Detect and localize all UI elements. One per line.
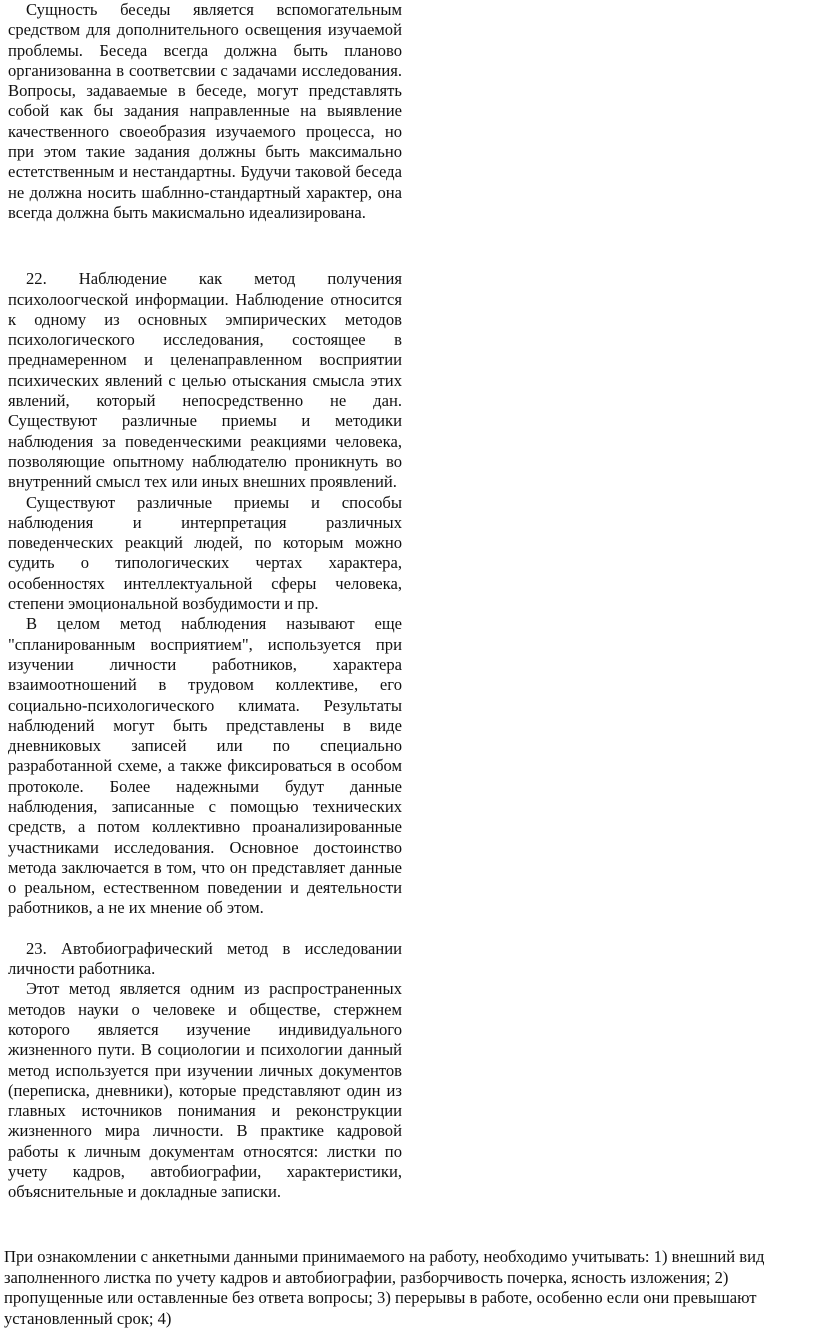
paragraph-observation-techniques: Существуют различные приемы и способы наблюдения и интерпретация различных поведенческих реакций людей, по которым можно судить о типологических чертах характера, особенностях интеллектуальной сферы человека, степени эмоциональной возбудимости и пр. — [8, 492, 402, 614]
paragraph-autobiographical-method: Этот метод является одним из распространенных методов науки о человеке и обществе, стержнем которого является изучение индивидуального жизненного пути. В социологии и психологии данный метод используется при изучении личных документов (переписка, дневники), которые представляют один из главных источников понимания и реконструкции жизненного мира личности. В практике кадровой работы к личным документам относятся: листки по учету кадров, автобиографии, характеристики, объяснительные и докладные записки. — [8, 979, 402, 1202]
paragraph-conversation: Сущность беседы является вспомогательным средством для дополнительного освещения изучаемой проблемы. Беседа всегда должна быть планово организованна в соответсвии с задачами исследования. Вопросы, задаваемые в беседе, могут представлять собой как бы задания направленные на выявление качественного своеобразия изучаемого процесса, но при этом такие задания должны быть максимально естетственным и нестандартны. Будучи таковой беседа не должна носить шаблнно-стандартный характер, она всегда должна быть макисмально идеализирована. — [8, 0, 402, 222]
document-column — [8, 0, 402, 1203]
spacer — [8, 223, 402, 269]
paragraph-observation-heading: 22. Наблюдение как метод получения психолоогческой информации. Наблюдение относится к одному из основных эмпирических методов психологического исследования, состоящее в преднамеренном и целенаправленном восприятии психических явлений с целью отыскания смысла этих явлений, который непосредственно не дан. Существуют различные приемы и методики наблюдения за поведенческими реакциями человека, позволяющие опытному наблюдателю проникнуть во внутренний смысл тех или иных внешних проявлений. — [8, 269, 402, 492]
spacer — [8, 919, 402, 939]
paragraph-observation-method: В целом метод наблюдения называют еще "спланированным восприятием", используется при изучении личности работников, характера взаимоотношений в трудовом коллективе, его социально-психологического климата. Результаты наблюдений могут быть представлены в виде дневниковых записей или по специально разработанной схеме, а также фиксироваться в особом протоколе. Более надежными будут данные наблюдения, записанные с помощью технических средств, а потом коллективно проанализированные участниками исследования. Основное достоинство метода заключается в том, что он представляет данные о реальном, естественном поведении и деятельности работников, а не их мнение об этом. — [8, 614, 402, 918]
paragraph-autobiographical-heading: 23. Автобиографический метод в исследовании личности работника. — [8, 938, 402, 979]
paragraph-questionnaire-review: При ознакомлении с анкетными данными принимаемого на работу, необходимо учитывать: 1) внешний вид заполненного листка по учету кадров и автобиографии, разборчивость почерка, ясность изложения; 2) пропущенные или оставленные без ответа вопросы; 3) перерывы в работе, особенно если они превышают установленный срок; 4) — [4, 1247, 765, 1328]
